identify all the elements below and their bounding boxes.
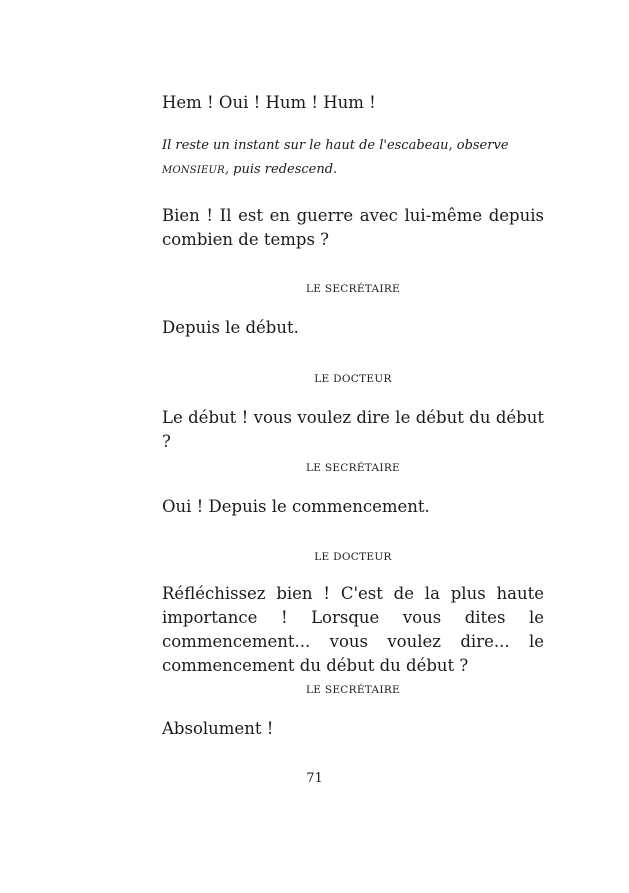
- stage-direction: [162, 134, 544, 183]
- dialogue-line-hem: Hem ! Oui ! Hum ! Hum !: [162, 93, 376, 112]
- speaker-name-docteur: LE DOCTEUR: [314, 551, 392, 563]
- dialogue-line-reflechissez: Réfléchissez bien ! C'est de la plus haute importance ! Lorsque vous dites le commencement... vous voulez dire... le commencement du début du début ?: [162, 584, 544, 675]
- speaker-name-secretaire: LE SECRÉTAIRE: [305, 684, 401, 696]
- stage-direction-character: MONSIEUR: [162, 165, 225, 176]
- page-number: 71: [306, 771, 323, 786]
- speaker-name-secretaire: LE SECRÉTAIRE: [305, 283, 401, 295]
- stage-direction-text-after: , puis redescend.: [224, 162, 338, 177]
- dialogue-line-le-debut: Le début ! vous voulez dire le début du début ?: [162, 408, 544, 451]
- speaker-name-docteur: LE DOCTEUR: [314, 373, 392, 385]
- dialogue-line-depuis-debut: Depuis le début.: [162, 318, 299, 337]
- speaker-name-secretaire: LE SECRÉTAIRE: [305, 462, 401, 474]
- dialogue-line-bien: Bien ! Il est en guerre avec lui-même depuis combien de temps ?: [162, 206, 544, 249]
- dialogue-line-absolument: Absolument !: [162, 719, 274, 738]
- stage-direction-text-before: Il reste un instant sur le haut de l'escabeau, observe: [162, 138, 509, 153]
- dialogue-line-oui-depuis: Oui ! Depuis le commencement.: [162, 497, 430, 516]
